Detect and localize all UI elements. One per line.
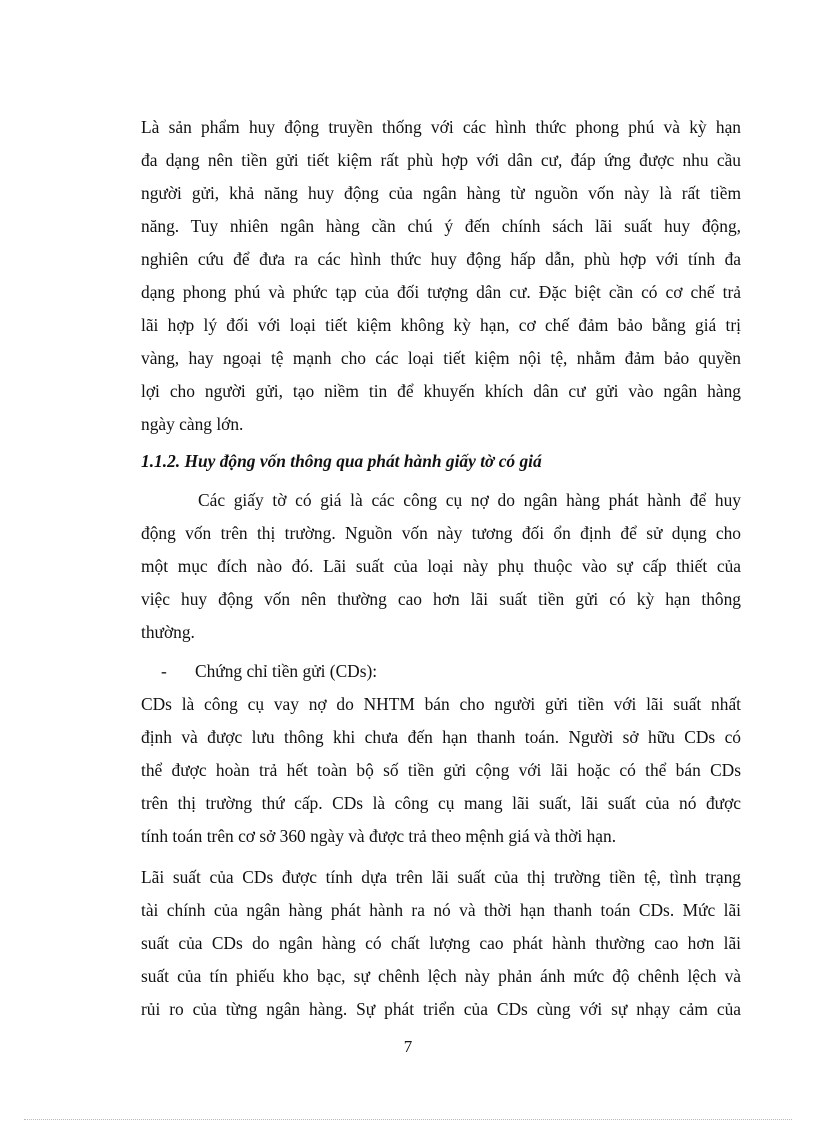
bullet-marker: -	[161, 661, 167, 681]
text-line: lợi cho người gửi, tạo niềm tin để khuyến khích dân cư gửi vào ngân hàng	[141, 381, 741, 401]
bullet-item-cds	[141, 655, 741, 688]
text-line: lãi hợp lý đối với loại tiết kiệm không kỳ hạn, cơ chế đảm bảo bằng giá trị	[141, 315, 741, 335]
text-line: tài chính của ngân hàng phát hành ra nó và thời hạn thanh toán CDs. Mức lãi	[141, 900, 741, 920]
section-heading: 1.1.2. Huy động vốn thông qua phát hành giấy tờ có giá	[141, 451, 542, 471]
text-line: nghiên cứu để đưa ra các hình thức huy động hấp dẫn, phù hợp với tính đa	[141, 249, 741, 269]
text-line: một mục đích nào đó. Lãi suất của loại này phụ thuộc vào sự cấp thiết của	[141, 556, 741, 576]
text-line: rủi ro của từng ngân hàng. Sự phát triển của CDs cùng với sự nhạy cảm của	[141, 999, 741, 1019]
page-number: 7	[403, 1037, 413, 1056]
text-line: suất của CDs do ngân hàng có chất lượng cao phát hành thường cao hơn lãi	[141, 933, 741, 953]
text-line: ngày càng lớn.	[141, 414, 244, 434]
bullet-label: Chứng chỉ tiền gửi (CDs):	[195, 661, 378, 681]
paragraph-cds-interest	[141, 861, 741, 1026]
text-line: thể được hoàn trả hết toàn bộ số tiền gửi cộng với lãi hoặc có thể bán CDs	[141, 760, 741, 780]
text-line: vàng, hay ngoại tệ mạnh cho các loại tiết kiệm nội tệ, nhằm đảm bảo quyền	[141, 348, 741, 368]
text-line: Các giấy tờ có giá là các công cụ nợ do ngân hàng phát hành để huy	[198, 490, 741, 510]
page-body	[141, 111, 741, 1026]
text-line: trên thị trường thứ cấp. CDs là công cụ mang lãi suất, lãi suất của nó được	[141, 793, 741, 813]
paragraph-savings-deposits	[141, 111, 741, 441]
text-line: dạng phong phú và phức tạp của đối tượng dân cư. Đặc biệt cần có cơ chế trả	[141, 282, 741, 302]
text-line: định và được lưu thông khi chưa đến hạn thanh toán. Người sở hữu CDs có	[141, 727, 741, 747]
paragraph-cds-definition	[141, 688, 741, 853]
page-bottom-divider	[24, 1119, 792, 1120]
text-line: CDs là công cụ vay nợ do NHTM bán cho người gửi tiền với lãi suất nhất	[141, 694, 741, 714]
text-line: Lãi suất của CDs được tính dựa trên lãi suất của thị trường tiền tệ, tình trạng	[141, 867, 741, 887]
text-line: Là sản phẩm huy động truyền thống với các hình thức phong phú và kỳ hạn	[141, 117, 741, 137]
text-line: tính toán trên cơ sở 360 ngày và được trả theo mệnh giá và thời hạn.	[141, 826, 617, 846]
text-line: việc huy động vốn nên thường cao hơn lãi suất tiền gửi có kỳ hạn thông	[141, 589, 741, 609]
text-line: người gửi, khả năng huy động của ngân hàng từ nguồn vốn này là rất tiềm	[141, 183, 741, 203]
text-line: thường.	[141, 622, 195, 642]
text-line: động vốn trên thị trường. Nguồn vốn này tương đối ổn định để sử dụng cho	[141, 523, 741, 543]
text-line: năng. Tuy nhiên ngân hàng cần chú ý đến chính sách lãi suất huy động,	[141, 216, 741, 236]
text-line: đa dạng nên tiền gửi tiết kiệm rất phù hợp với dân cư, đáp ứng được nhu cầu	[141, 150, 741, 170]
text-line: suất của tín phiếu kho bạc, sự chênh lệch này phản ánh mức độ chênh lệch và	[141, 966, 741, 986]
paragraph-valuable-papers	[141, 484, 741, 649]
